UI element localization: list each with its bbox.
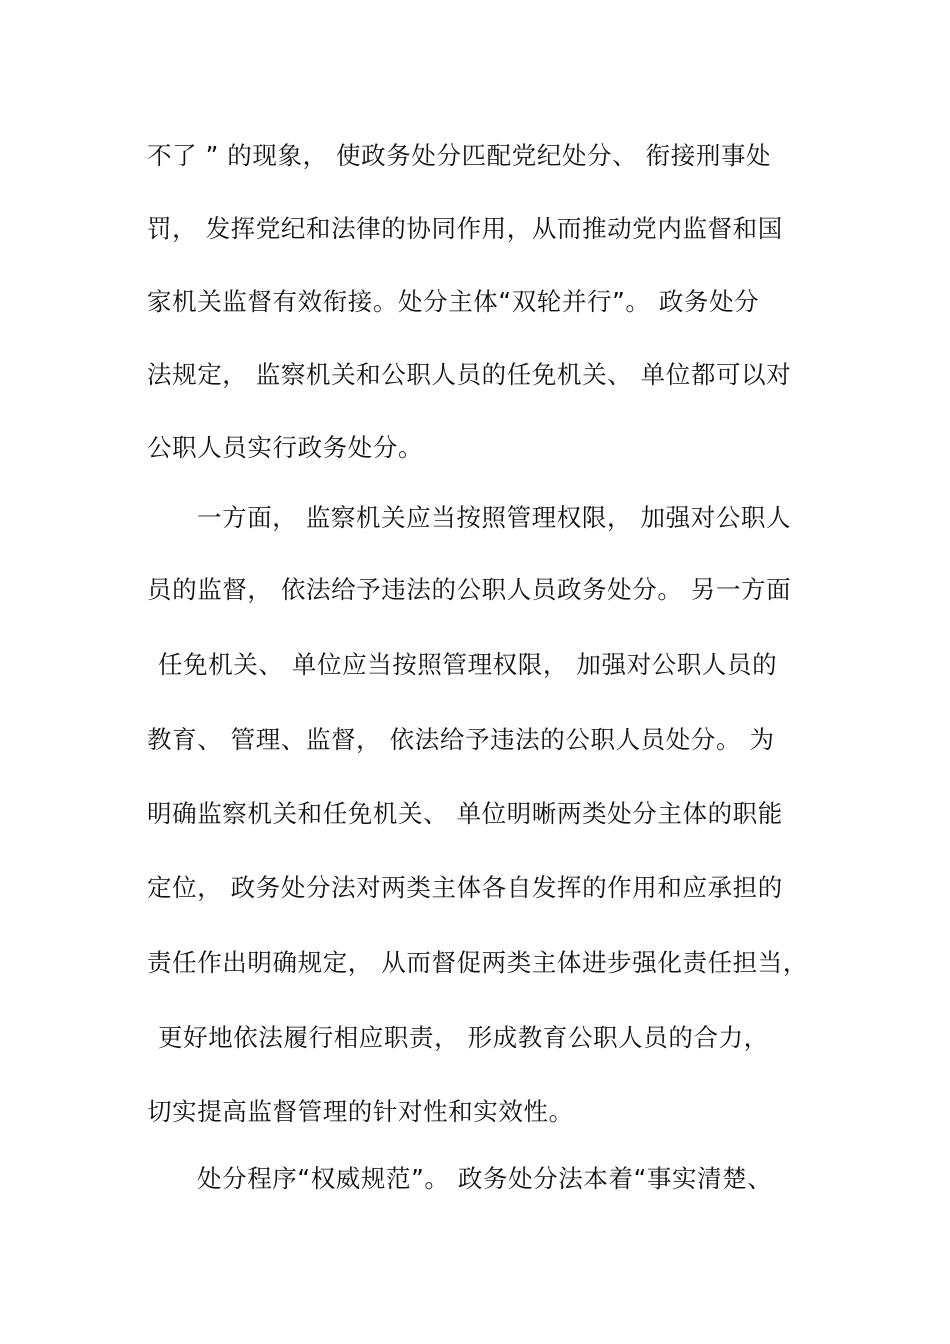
text-line-4: 法规定， 监察机关和公职人员的任免机关、 单位都可以对	[147, 360, 792, 389]
text-line-12: 责任作出明确规定， 从而督促两类主体进步强化责任担当，	[147, 948, 808, 977]
text-line-11: 定位， 政务处分法对两类主体各自发挥的作用和应承担的	[147, 873, 783, 902]
text-line-15: 处分程序“权威规范”。 政务处分法本着“事实清楚、	[197, 1164, 773, 1193]
text-line-2: 罚， 发挥党纪和法律的协同作用，从而推动党内监督和国	[147, 214, 783, 243]
text-line-10: 明确监察机关和任免机关、 单位明晰两类处分主体的职能	[147, 799, 783, 828]
text-line-5: 公职人员实行政务处分。	[147, 433, 424, 462]
text-line-1: 不了 ” 的现象， 使政务处分匹配党纪处分、 衔接刑事处	[147, 141, 772, 170]
text-line-13: 更好地依法履行相应职责， 形成教育公职人员的合力，	[158, 1023, 769, 1052]
text-line-3: 家机关监督有效衔接。处分主体“双轮并行”。 政务处分	[147, 287, 760, 316]
text-line-8: 任免机关、 单位应当按照管理权限， 加强对公职人员的	[158, 650, 778, 679]
text-line-7: 员的监督， 依法给予违法的公职人员政务处分。 另一方面	[147, 575, 792, 604]
text-line-14: 切实提高监督管理的针对性和实效性。	[147, 1097, 574, 1126]
text-line-9: 教育、 管理、监督， 依法给予违法的公职人员处分。 为	[147, 725, 775, 754]
text-line-6: 一方面， 监察机关应当按照管理权限， 加强对公职人	[197, 503, 792, 532]
